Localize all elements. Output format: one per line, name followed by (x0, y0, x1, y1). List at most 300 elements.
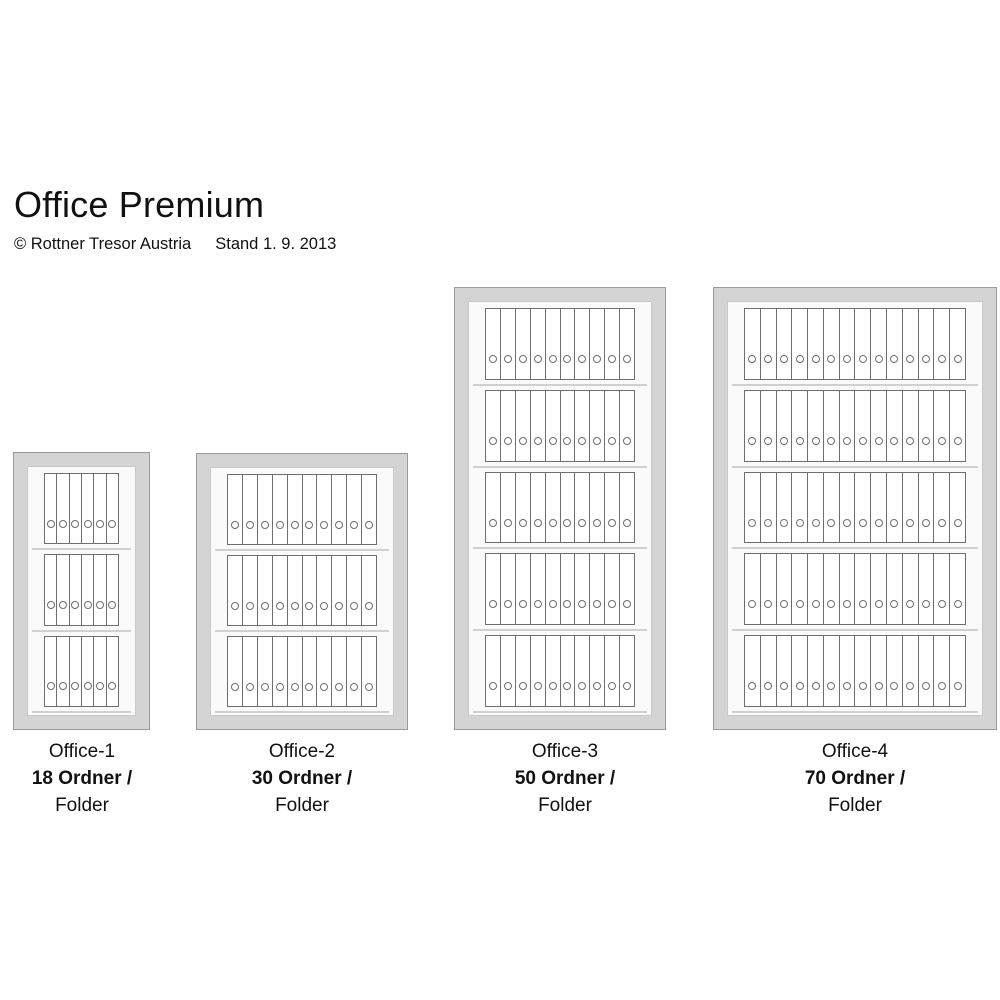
binder-ring-icon (938, 682, 946, 690)
binder-ring-icon (489, 519, 497, 527)
binder-ring-icon (519, 682, 527, 690)
folder-binder (316, 474, 332, 545)
folder-binder (886, 635, 903, 707)
folder-binder (81, 554, 94, 625)
binder-ring-icon (563, 600, 571, 608)
binder-ring-icon (261, 602, 269, 610)
folder-binder (589, 390, 605, 462)
safe-folder-count: 18 Ordner / (31, 768, 133, 789)
shelf (215, 632, 389, 713)
folder-binder (918, 553, 935, 625)
folder-binder (515, 390, 531, 462)
folder-binder (302, 636, 318, 707)
folder-binder (604, 635, 620, 707)
folder-binder (485, 553, 501, 625)
binder-ring-icon (335, 602, 343, 610)
shelf (473, 304, 647, 386)
folder-binder (287, 474, 303, 545)
page-title: Office Premium (14, 184, 265, 225)
binder-ring-icon (812, 437, 820, 445)
folder-binder (886, 308, 903, 380)
folder-binder (823, 390, 840, 462)
binder-ring-icon (246, 602, 254, 610)
folder-binder (918, 390, 935, 462)
binder-ring-icon (764, 600, 772, 608)
folder-binder (242, 555, 258, 626)
folder-binder (918, 308, 935, 380)
folder-binder (515, 635, 531, 707)
folder-binder (744, 635, 761, 707)
binder-ring-icon (843, 519, 851, 527)
folder-binder (316, 555, 332, 626)
binder-ring-icon (764, 519, 772, 527)
folder-binder (227, 474, 243, 545)
folder-binder (106, 473, 119, 544)
folder-binder (227, 555, 243, 626)
binder-ring-icon (859, 519, 867, 527)
binder-ring-icon (291, 602, 299, 610)
binder-ring-icon (954, 437, 962, 445)
folder-binder (604, 472, 620, 544)
folder-binder (257, 474, 273, 545)
folder-row (485, 553, 635, 625)
folder-binder (619, 390, 635, 462)
safe-unit-label: Folder (828, 795, 882, 816)
folder-binder (760, 553, 777, 625)
binder-ring-icon (875, 682, 883, 690)
binder-ring-icon (890, 600, 898, 608)
binder-ring-icon (96, 682, 104, 690)
folder-binder (530, 390, 546, 462)
binder-ring-icon (859, 437, 867, 445)
binder-ring-icon (47, 682, 55, 690)
safe-caption-office-4 (755, 738, 955, 819)
folder-binder (545, 308, 561, 380)
safe-interior (27, 466, 136, 716)
folder-binder (760, 635, 777, 707)
binder-ring-icon (59, 601, 67, 609)
folder-binder (545, 472, 561, 544)
binder-ring-icon (534, 519, 542, 527)
binder-ring-icon (578, 682, 586, 690)
binder-ring-icon (504, 437, 512, 445)
safe-interior (210, 467, 394, 716)
folder-binder (589, 553, 605, 625)
folder-binder (760, 308, 777, 380)
folder-binder (604, 553, 620, 625)
folder-binder (791, 553, 808, 625)
binder-ring-icon (578, 519, 586, 527)
shelf (32, 632, 131, 713)
folder-binder (744, 308, 761, 380)
folder-row (485, 390, 635, 462)
binder-ring-icon (593, 600, 601, 608)
binder-ring-icon (748, 519, 756, 527)
folder-row (744, 635, 966, 707)
folder-row (485, 472, 635, 544)
binder-ring-icon (578, 437, 586, 445)
binder-ring-icon (549, 682, 557, 690)
binder-ring-icon (504, 682, 512, 690)
folder-binder (776, 472, 793, 544)
binder-ring-icon (748, 355, 756, 363)
binder-ring-icon (796, 519, 804, 527)
binder-ring-icon (827, 519, 835, 527)
folder-binder (331, 474, 347, 545)
binder-ring-icon (623, 600, 631, 608)
folder-binder (106, 554, 119, 625)
safe-diagram-office-4 (713, 287, 997, 730)
shelf (215, 551, 389, 632)
binder-ring-icon (504, 519, 512, 527)
shelf (732, 549, 978, 631)
folder-binder (776, 553, 793, 625)
binder-ring-icon (780, 437, 788, 445)
folder-binder (287, 555, 303, 626)
folder-binder (515, 308, 531, 380)
folder-binder (807, 390, 824, 462)
binder-ring-icon (534, 437, 542, 445)
binder-ring-icon (796, 355, 804, 363)
binder-ring-icon (764, 437, 772, 445)
folder-binder (604, 390, 620, 462)
folder-binder (902, 308, 919, 380)
folder-binder (56, 636, 69, 707)
folder-binder (870, 308, 887, 380)
binder-ring-icon (563, 437, 571, 445)
folder-binder (604, 308, 620, 380)
binder-ring-icon (922, 682, 930, 690)
binder-ring-icon (261, 521, 269, 529)
folder-binder (257, 555, 273, 626)
folder-binder (302, 555, 318, 626)
folder-binder (515, 472, 531, 544)
binder-ring-icon (84, 520, 92, 528)
binder-ring-icon (593, 519, 601, 527)
binder-ring-icon (365, 683, 373, 691)
binder-ring-icon (812, 519, 820, 527)
folder-row (744, 553, 966, 625)
binder-ring-icon (890, 437, 898, 445)
binder-ring-icon (623, 682, 631, 690)
safe-caption-office-3 (465, 738, 665, 819)
folder-binder (485, 635, 501, 707)
folder-binder (807, 635, 824, 707)
binder-ring-icon (922, 519, 930, 527)
binder-ring-icon (59, 682, 67, 690)
binder-ring-icon (489, 437, 497, 445)
binder-ring-icon (780, 682, 788, 690)
binder-ring-icon (954, 355, 962, 363)
folder-binder (902, 390, 919, 462)
folder-binder (81, 473, 94, 544)
binder-ring-icon (875, 600, 883, 608)
binder-ring-icon (938, 600, 946, 608)
folder-binder (44, 636, 57, 707)
binder-ring-icon (608, 437, 616, 445)
binder-ring-icon (320, 521, 328, 529)
shelf (473, 631, 647, 713)
binder-ring-icon (843, 355, 851, 363)
binder-ring-icon (859, 355, 867, 363)
folder-binder (760, 472, 777, 544)
page-subtitle (14, 235, 336, 254)
folder-binder (560, 390, 576, 462)
folder-binder (500, 308, 516, 380)
safe-diagram-office-3 (454, 287, 666, 730)
folder-binder (933, 472, 950, 544)
folder-binder (530, 553, 546, 625)
binder-ring-icon (954, 682, 962, 690)
binder-ring-icon (246, 683, 254, 691)
binder-ring-icon (504, 600, 512, 608)
binder-ring-icon (906, 519, 914, 527)
binder-ring-icon (859, 682, 867, 690)
binder-ring-icon (519, 437, 527, 445)
binder-ring-icon (549, 600, 557, 608)
folder-binder (69, 554, 82, 625)
folder-binder (257, 636, 273, 707)
binder-ring-icon (108, 520, 116, 528)
binder-ring-icon (563, 682, 571, 690)
safe-diagram-office-2 (196, 453, 408, 730)
binder-ring-icon (812, 355, 820, 363)
folder-binder (361, 636, 377, 707)
folder-binder (331, 636, 347, 707)
safe-diagram-office-1 (13, 452, 150, 730)
binder-ring-icon (906, 355, 914, 363)
folder-binder (574, 635, 590, 707)
folder-binder (287, 636, 303, 707)
binder-ring-icon (812, 682, 820, 690)
binder-ring-icon (875, 355, 883, 363)
folder-binder (93, 554, 106, 625)
folder-binder (807, 472, 824, 544)
folder-binder (902, 635, 919, 707)
binder-ring-icon (875, 437, 883, 445)
safe-interior (727, 301, 983, 716)
folder-binder (56, 554, 69, 625)
folder-binder (361, 474, 377, 545)
binder-ring-icon (875, 519, 883, 527)
binder-ring-icon (276, 602, 284, 610)
folder-binder (933, 635, 950, 707)
folder-binder (744, 553, 761, 625)
binder-ring-icon (796, 682, 804, 690)
folder-binder (302, 474, 318, 545)
folder-binder (515, 553, 531, 625)
shelf (732, 631, 978, 713)
folder-binder (56, 473, 69, 544)
binder-ring-icon (71, 601, 79, 609)
folder-binder (776, 635, 793, 707)
folder-binder (545, 635, 561, 707)
binder-ring-icon (549, 437, 557, 445)
folder-binder (949, 635, 966, 707)
binder-ring-icon (938, 355, 946, 363)
folder-binder (361, 555, 377, 626)
binder-ring-icon (231, 683, 239, 691)
folder-binder (776, 308, 793, 380)
folder-binder (744, 390, 761, 462)
folder-binder (574, 390, 590, 462)
safe-interior (468, 301, 652, 716)
binder-ring-icon (365, 521, 373, 529)
binder-ring-icon (954, 600, 962, 608)
binder-ring-icon (922, 437, 930, 445)
folder-binder (346, 636, 362, 707)
folder-binder (242, 474, 258, 545)
binder-ring-icon (108, 601, 116, 609)
folder-binder (886, 553, 903, 625)
folder-row (744, 390, 966, 462)
binder-ring-icon (320, 683, 328, 691)
folder-binder (791, 390, 808, 462)
folder-row (485, 635, 635, 707)
folder-binder (560, 472, 576, 544)
binder-ring-icon (231, 602, 239, 610)
folder-binder (485, 308, 501, 380)
binder-ring-icon (335, 683, 343, 691)
binder-ring-icon (827, 355, 835, 363)
folder-binder (823, 635, 840, 707)
folder-binder (500, 635, 516, 707)
folder-row (227, 474, 377, 545)
binder-ring-icon (261, 683, 269, 691)
folder-row (44, 636, 119, 707)
safe-caption-office-2 (202, 738, 402, 819)
folder-binder (807, 553, 824, 625)
safe-model-label: Office-2 (268, 741, 336, 762)
folder-binder (933, 553, 950, 625)
binder-ring-icon (549, 519, 557, 527)
safe-model-label: Office-4 (821, 741, 889, 762)
folder-binder (272, 636, 288, 707)
binder-ring-icon (906, 600, 914, 608)
folder-binder (619, 635, 635, 707)
binder-ring-icon (922, 600, 930, 608)
folder-binder (839, 472, 856, 544)
binder-ring-icon (608, 600, 616, 608)
folder-binder (69, 473, 82, 544)
shelf (215, 470, 389, 551)
folder-binder (545, 553, 561, 625)
binder-ring-icon (563, 355, 571, 363)
safe-folder-count: 30 Ordner / (251, 768, 353, 789)
binder-ring-icon (796, 437, 804, 445)
folder-binder (227, 636, 243, 707)
folder-row (227, 636, 377, 707)
folder-binder (346, 555, 362, 626)
folder-binder (744, 472, 761, 544)
binder-ring-icon (489, 682, 497, 690)
folder-binder (870, 390, 887, 462)
binder-ring-icon (938, 437, 946, 445)
folder-binder (949, 308, 966, 380)
folder-binder (949, 472, 966, 544)
folder-binder (574, 553, 590, 625)
folder-binder (560, 635, 576, 707)
folder-binder (886, 472, 903, 544)
binder-ring-icon (276, 521, 284, 529)
folder-binder (902, 472, 919, 544)
folder-binder (545, 390, 561, 462)
binder-ring-icon (890, 355, 898, 363)
folder-binder (500, 390, 516, 462)
binder-ring-icon (549, 355, 557, 363)
folder-binder (823, 308, 840, 380)
folder-row (227, 555, 377, 626)
shelf (473, 468, 647, 550)
binder-ring-icon (276, 683, 284, 691)
binder-ring-icon (623, 355, 631, 363)
binder-ring-icon (623, 519, 631, 527)
folder-binder (886, 390, 903, 462)
binder-ring-icon (519, 355, 527, 363)
safe-unit-label: Folder (55, 795, 109, 816)
shelf (473, 386, 647, 468)
folder-binder (331, 555, 347, 626)
binder-ring-icon (96, 520, 104, 528)
folder-binder (823, 553, 840, 625)
folder-binder (500, 472, 516, 544)
folder-binder (272, 474, 288, 545)
folder-binder (854, 390, 871, 462)
binder-ring-icon (519, 600, 527, 608)
folder-binder (619, 553, 635, 625)
binder-ring-icon (365, 602, 373, 610)
binder-ring-icon (593, 682, 601, 690)
binder-ring-icon (843, 600, 851, 608)
folder-binder (776, 390, 793, 462)
binder-ring-icon (350, 602, 358, 610)
shelf (473, 549, 647, 631)
binder-ring-icon (764, 682, 772, 690)
folder-binder (574, 472, 590, 544)
folder-binder (918, 635, 935, 707)
folder-binder (839, 390, 856, 462)
binder-ring-icon (305, 521, 313, 529)
binder-ring-icon (504, 355, 512, 363)
binder-ring-icon (47, 520, 55, 528)
binder-ring-icon (305, 683, 313, 691)
binder-ring-icon (246, 521, 254, 529)
folder-binder (870, 472, 887, 544)
binder-ring-icon (812, 600, 820, 608)
binder-ring-icon (350, 521, 358, 529)
binder-ring-icon (890, 519, 898, 527)
folder-row (744, 308, 966, 380)
folder-binder (93, 473, 106, 544)
folder-binder (81, 636, 94, 707)
folder-binder (530, 308, 546, 380)
binder-ring-icon (578, 600, 586, 608)
binder-ring-icon (108, 682, 116, 690)
folder-binder (589, 472, 605, 544)
folder-binder (870, 553, 887, 625)
folder-binder (807, 308, 824, 380)
binder-ring-icon (827, 437, 835, 445)
binder-ring-icon (489, 355, 497, 363)
folder-binder (839, 635, 856, 707)
binder-ring-icon (780, 355, 788, 363)
binder-ring-icon (335, 521, 343, 529)
binder-ring-icon (291, 683, 299, 691)
folder-binder (346, 474, 362, 545)
folder-binder (949, 390, 966, 462)
folder-binder (44, 554, 57, 625)
binder-ring-icon (843, 682, 851, 690)
